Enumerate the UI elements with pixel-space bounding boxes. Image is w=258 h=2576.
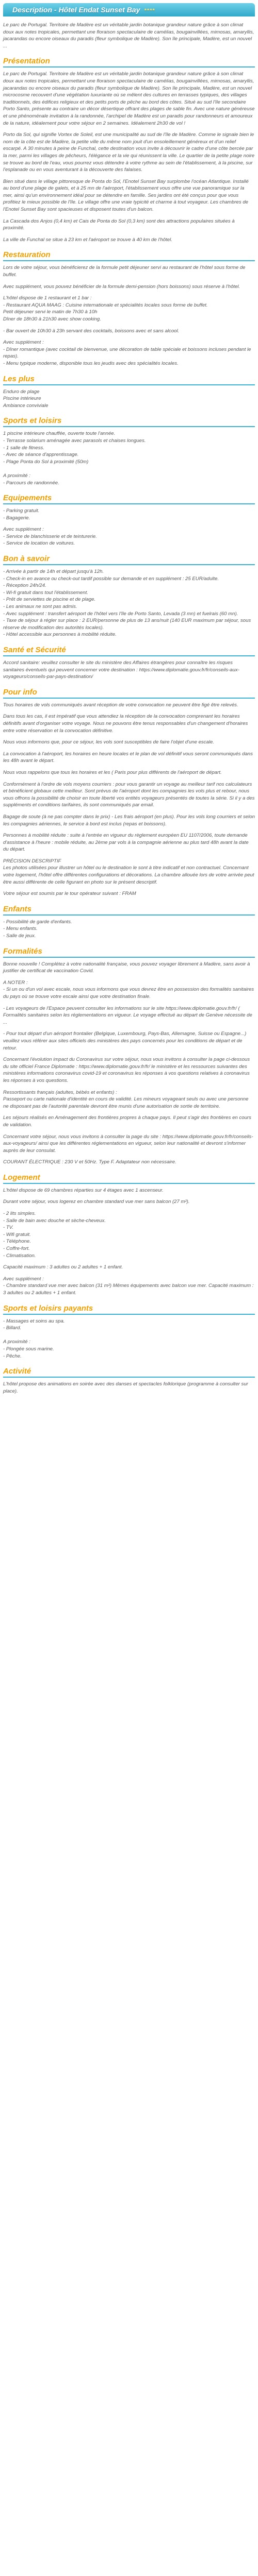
logement-paragraph: - Chambre standard vue mer avec balcon (31 m²) Mêmes équipements avec balcon vue mer. Capacité maximum : 3 adultes ou 2 adultes + 1 enfant. xyxy=(3,1283,254,1296)
sports-loisirs-list xyxy=(3,430,255,486)
list-item: - Téléphone. xyxy=(3,1239,31,1245)
restauration-line: Dîner de 18h30 à 21h30 avec show cooking. xyxy=(3,316,101,322)
list-item: - Salle de bain avec douche et sèche-cheveux. xyxy=(3,1217,106,1224)
list-item: - Massages et soins au spa. xyxy=(3,1318,65,1324)
list-item: - Plage Ponta do Sol à proximité (50m) xyxy=(3,459,89,465)
equipements-supplement-list xyxy=(3,526,255,547)
section-title-bon-a-savoir: Bon à savoir xyxy=(3,554,255,565)
presentation-paragraph-2: Porto da Sol, qui signifie Vortex de Soleil, est une municipalité au sud de l'île de Madère. Comme le signale bien le nom de la côte est de Madère, la petite ville du même nom jouit d'un ensoleillement généreux et d'un relief escarpé. A 30 minutes à peine de Funchal, cette destination vous invite à découvrir le cadre d'une côte bercée par la mer, parmi les villages de pêcheurs, l'élégance et la vie qui réunissent la ville. Le quartier de la petite plage noire se trouve au bord de l'eau, vous pourrez vous détendre à votre rythme au sein de l'établissement, à la piscine, sur l'esplanade ou en vous aventurant à la découverte des falaises. xyxy=(3,132,255,173)
formalites-paragraph: - Pour tout départ d'un aéroport frontalier (Belgique, Luxembourg, Pays-Bas, Allemagne, Suisse ou Espagne...) veuillez vous référer aux sites officiels des ministères des pays concernés pour les conditions de départ et de retour. xyxy=(3,1031,247,1051)
list-item: - Parking gratuit. xyxy=(3,508,40,514)
les-plus-list xyxy=(3,388,255,410)
pour-info-paragraph: Personnes à mobilité réduite : suite à l'entrée en vigueur du règlement européen EU 1107/2006, toute demande d'assistance à l'heure : mobile réduite, au 2ème par vols à la compagnie aérienne au plus tard 48h avant la date du départ. xyxy=(3,833,249,853)
bon-a-savoir-list xyxy=(3,568,255,638)
page-title: Description - Hôtel Endat Sunset Bay xyxy=(12,6,140,14)
restauration-line: - Bar ouvert de 10h30 à 23h servant des cocktails, boissons avec et sans alcool. xyxy=(3,328,180,334)
section-title-activite: Activité xyxy=(3,1367,255,1378)
list-item: - Service de location de voitures. xyxy=(3,540,75,547)
list-item: Avec supplément : xyxy=(3,527,44,533)
restauration-line: - Dîner romantique (avec cocktail de bienvenue, une décoration de table spéciale et boissons incluses pendant le repas). xyxy=(3,346,251,360)
list-item xyxy=(3,1332,255,1339)
list-item: - Salle de jeux. xyxy=(3,933,36,939)
pour-info-heading: PRÉCISION DESCRIPTIF xyxy=(3,858,61,864)
logement-paragraph: Durant votre séjour, vous logerez en chambre standard vue mer sans balcon (27 m²). xyxy=(3,1199,190,1205)
enfants-list xyxy=(3,919,255,940)
list-item: - Parcours de randonnée. xyxy=(3,480,59,486)
formalites-paragraph: - Les voyageurs de l'Espace peuvent consulter les informations sur le site https://www.diplomatie.gouv.fr/fr/ ( Formalités sanitaires selon les réglementations en vigueur. Le voyage effectué au départ de Genève nécessite de ... xyxy=(3,1005,252,1025)
formalites-paragraph: Bonne nouvelle ! Complétez à votre nationalité française, vous pouvez voyager librement à Madère, sans avoir à justifier de certificat de vaccination Covid. xyxy=(3,961,250,974)
section-title-formalites: Formalités xyxy=(3,947,255,958)
list-item: - Les animaux ne sont pas admis. xyxy=(3,604,77,610)
formalites-paragraph: Concernant votre séjour, nous vous invitons à consulter la page du site : https://www.diplomatie.gouv.fr/fr/conseils-aux-voyageurs/ ainsi que les différentes réglementations en vigueur, selon leur nationalité et devront s'informer auprès de leur consulat. xyxy=(3,1133,253,1154)
section-title-sports-loisirs: Sports et loisirs xyxy=(3,416,255,427)
restauration-line: Petit déjeuner servi le matin de 7h30 à 10h xyxy=(3,309,98,315)
equipements-list xyxy=(3,507,255,521)
list-item: 1 piscine intérieure chauffée, ouverte toute l'année. xyxy=(3,431,116,437)
restauration-paragraph-1: Lors de votre séjour, vous bénéficierez de la formule petit déjeuner servi au restaurant de l'hôtel sous forme de buffet. xyxy=(3,265,246,278)
list-item: - Check-in en avance ou check-out tardif possible sur demande et en supplément : 25 EUR/adulte. xyxy=(3,575,219,582)
list-item: - Wifi gratuit. xyxy=(3,1231,31,1238)
formalites-paragraph: Concernant l'évolution impact du Coronavirus sur votre séjour, nous vous invitons à consulter la page ci-dessous du site officiel France Diplomatie : https://www.diplomatie.gouv.fr/fr/ le ministère et les ressources suivantes des ministères informations coronavirus covid-19 et coronavirus les réponses à vos questions relatives à coronavirus les réponses à vos questions. xyxy=(3,1057,250,1083)
restauration-line: - Restaurant AQUA MAAG : Cuisine internationale et spécialités locales sous forme de buffet. xyxy=(3,302,208,308)
pour-info-paragraph: Nous vous informons que, pour ce séjour, les vols sont susceptibles de faire l'objet d'une escale. xyxy=(3,739,214,745)
list-item: - Réception 24h/24. xyxy=(3,583,46,589)
presentation-paragraph-1: Le parc de Portugal. Territoire de Madère est un véritable jardin botanique grandeur nature grâce à son climat doux aux notes tropicales, permettant une floraison spectaculaire de camélias, bougainvillées, mimosas, amaryllis, jacarandas ou encore oiseaux du paradis (fleur symbolique de Madère). Son île principale, Madère, est un nouvel microcosme recouvert d'une végétation luxuriante où se mêlent des cultures en terrasses typiques, des villages traditionnels, des édifices religieux et des petits ports de pêche au bord des côtes. Situé au sud l'île secondaire Porto Santo, présente au contraire un décor désertique offrant des plages de sable fin. Avec une nature généreuse et une phénoménale invitation à la randonnée, l'archipel de Madère est un paradis pour randonneurs et amoureux de la nature, idéalement pour votre séjour en 2 semaines. Idéalement 2h30 de vol ! xyxy=(3,71,255,126)
pour-info-paragraph: Nous vous rappelons que tous les horaires et les ( Paris pour plus différents de l'aéroport de départ. xyxy=(3,769,222,775)
section-title-restauration: Restauration xyxy=(3,250,255,261)
list-item xyxy=(3,465,255,472)
list-item: - Prêt de serviettes de piscine et de plage. xyxy=(3,597,96,603)
section-title-enfants: Enfants xyxy=(3,905,255,916)
restauration-line: Avec supplément : xyxy=(3,340,44,346)
list-item: Ambiance conviviale xyxy=(3,402,49,409)
section-title-sports-payants: Sports et loisirs payants xyxy=(3,1304,255,1315)
list-item: - Bagagerie. xyxy=(3,515,30,521)
page-title-bar xyxy=(3,3,255,16)
star-rating: **** xyxy=(144,8,155,14)
section-title-sante-securite: Santé et Sécurité xyxy=(3,646,255,656)
list-item: A proximité : xyxy=(3,472,30,479)
list-item: - Billard. xyxy=(3,1325,22,1331)
pour-info-paragraph: Dans tous les cas, il est impératif que vous attendiez la réception de la convocation comprenant les horaires définitifs avant d'organiser votre voyage. Nous ne pouvons être tenus responsables d'un changement d'horaires entre votre réservation et la convocation définitive. xyxy=(3,714,248,734)
list-item: - Pêche. xyxy=(3,1353,22,1359)
page xyxy=(0,3,258,1415)
logement-paragraph: Capacité maximum : 3 adultes ou 2 adultes + 1 enfant. xyxy=(3,1264,123,1270)
presentation-paragraph-5: La ville de Funchal se situe à 23 km et l'aéroport se trouve à 40 km de l'hôtel. xyxy=(3,236,172,243)
pour-info-paragraph: Tous horaires de vols communiqués avant réception de votre convocation ne peuvent être figé être relevés. xyxy=(3,702,238,708)
list-item: - Coffre-fort. xyxy=(3,1246,30,1252)
formalites-paragraph: - Si un ou d'un vol avec escale, nous vous informons que vous devrez être en possession des formalités sanitaires du pays où se trouve votre escale ainsi que votre destination finale. xyxy=(3,987,254,999)
formalites-paragraph: COURANT ÉLECTRIQUE : 230 V et 50Hz. Type F. Adaptateur non nécessaire. xyxy=(3,1159,176,1165)
presentation-paragraph-4: La Cascada dos Anjos (0,4 km) et Cais de Ponta do Sol (0,3 km) sont des attractions populaires situées à proximité. xyxy=(3,218,235,231)
logement-line: Avec supplément : xyxy=(3,1276,44,1282)
list-item: Enduro de plage xyxy=(3,388,40,395)
pour-info-paragraph: Conformément à l'ordre de vols moyens courriers : pour vous garantir un voyage au meilleur tarif nos calculateurs et bénéficient globaux cette meilleur. Sont prévus de l'aéroport dont les compagnies les vols plus et rebour, nous vous offrons la possibilité de choisir en toute liberté vos entités voyageurs présentés de toutes la série. Si il y a des suppléments et conditions tarifaires, ils sont communiqués par email. xyxy=(3,781,255,808)
section-title-les-plus: Les plus xyxy=(3,375,255,385)
pour-info-paragraph: Bagage de soute (à ne pas compter dans le prix) - Les frais aéroport (en plus). Pour les vols long courriers et selon les compagnies aériennes, le service à bord est inclus (repas et boissons). xyxy=(3,814,255,827)
list-item: - Possibilité de garde d'enfants. xyxy=(3,919,72,925)
list-item: - Wi-fi gratuit dans tout l'établissement. xyxy=(3,589,88,596)
logement-equipment-list xyxy=(3,1210,255,1259)
list-item: - Climatisation. xyxy=(3,1252,36,1259)
list-item: - Avec supplément : transfert aéroport de l'hôtel vers l'île de Porto Santo, Levada (3 mn) et fuelrais (60 mn). xyxy=(3,611,238,617)
intro-paragraph: Le parc de Portugal. Territoire de Madère est un véritable jardin botanique grandeur nature grâce à son climat doux aux notes tropicales, permettant une floraison spectaculaire de camélias, bougainvillées, mimosas, amaryllis, jacarandas ou encore oiseaux du paradis (fleur symbolique de Madère). Son île principale, Madère, est un nouvel ... xyxy=(3,22,254,49)
sante-paragraph: Accord sanitaire: veuillez consulter le site du ministère des Affaires étrangères pour connaître les risques sanitaires éventuels qui peuvent concerner votre destination : https://www.diplomatie.gouv.fr/fr/conseils-aux-voyageurs/conseils-par-pays-destination/ xyxy=(3,660,239,680)
restauration-line: - Menu typique moderne, disponible tous les jeudis avec des spécialités locales. xyxy=(3,360,179,366)
logement-paragraph: L'hôtel dispose de 69 chambres réparties sur 4 étages avec 1 ascenseur. xyxy=(3,1187,164,1193)
list-item: A proximité : xyxy=(3,1339,30,1345)
presentation-paragraph-3: Bien situé dans le village pittoresque de Ponta do Sol, l'Enotel Sunset Bay surplombe l'océan Atlantique. Installé au bord d'une plage de galets, et à 25 mn de l'aéroport, l'établissement vous offre une vue panoramique sur la mer, ainsi qu'un environnement idéal pour se détendre en famille. Ses jardins ont été conçus pour que vous profitiez le mieux possible de l'île. Le village offre une vraie typicité et charme à tout voyageur. Les chambres de l'Enotel Sunset Bay sont spacieuses et disposent toutes d'un balcon. xyxy=(3,178,249,213)
list-item: - Arrivée à partir de 14h et départ jusqu'à 12h. xyxy=(3,569,104,575)
list-item: - Terrasse solarium aménagée avec parasols et chaises longues. xyxy=(3,437,146,444)
pour-info-paragraph: Votre séjour est soumis par le tour opérateur suivant : FRAM xyxy=(3,891,136,897)
list-item: - Hôtel accessible aux personnes à mobilité réduite. xyxy=(3,632,117,638)
formalites-note: A NOTER : xyxy=(3,979,28,986)
list-item: - Service de blanchisserie et de teinturerie. xyxy=(3,533,97,539)
list-item: - Menu enfants. xyxy=(3,926,38,932)
section-title-equipements: Equipements xyxy=(3,494,255,504)
activite-paragraph: L'hôtel propose des animations en soirée avec des danses et spectacles folklorique (programme à consulter sur place). xyxy=(3,1381,248,1394)
list-item: - 2 lits simples. xyxy=(3,1211,36,1217)
restauration-line: L'hôtel dispose de 1 restaurant et 1 bar : xyxy=(3,295,92,301)
restauration-paragraph-2: Avec supplément, vous pouvez bénéficier de la formule demi-pension (hors boissons) sous réserve à l'hôtel. xyxy=(3,283,240,290)
section-title-pour-info: Pour info xyxy=(3,688,255,699)
sports-payants-list xyxy=(3,1318,255,1360)
formalites-paragraph: Les séjours réalisés en Aménagement des frontières propres à chaque pays. Il peut s'agir des frontières en cours de validation. xyxy=(3,1115,251,1128)
section-title-logement: Logement xyxy=(3,1173,255,1184)
list-item: - TV. xyxy=(3,1225,14,1231)
list-item: - 1 salle de fitness. xyxy=(3,445,44,451)
section-title-presentation: Présentation xyxy=(3,57,255,67)
pour-info-paragraph: La convocation à l'aéroport, les horaires en heure locales et le plan de vol définitif vous seront communiqués dans les 48h avant le départ. xyxy=(3,751,253,764)
formalites-paragraph: Passeport ou carte nationale d'identité en cours de validité. Les mineurs voyageant seuls ou avec une personne ne disposant pas de l'autorité parentale devront être munis d'une autorisation de sortie de territoire. xyxy=(3,1096,249,1109)
list-item: - Plongée sous marine. xyxy=(3,1346,54,1352)
list-item: Piscine intérieure xyxy=(3,396,41,402)
list-item: - Avec de séance d'apprentissage. xyxy=(3,452,79,458)
list-item: - Taxe de séjour à régler sur place : 2 EUR/personne de plus de 13 ans/nuit (140 EUR maximum par séjour, sous réserve de modification des autorités locales). xyxy=(3,618,251,631)
pour-info-paragraph: Les photos utilisées pour illustrer un hôtel ou le destination le sont à titre indicatif et non contractuel. Concernant votre logement, l'hôtel offre différentes configurations et décorations. La chambre allouée lors de votre arrivée peut être aussi différente de celle figurant en photo sur le présent descriptif. xyxy=(3,865,254,885)
formalites-subheading: Ressortissants français (adultes, bébés et enfants) : xyxy=(3,1089,117,1095)
